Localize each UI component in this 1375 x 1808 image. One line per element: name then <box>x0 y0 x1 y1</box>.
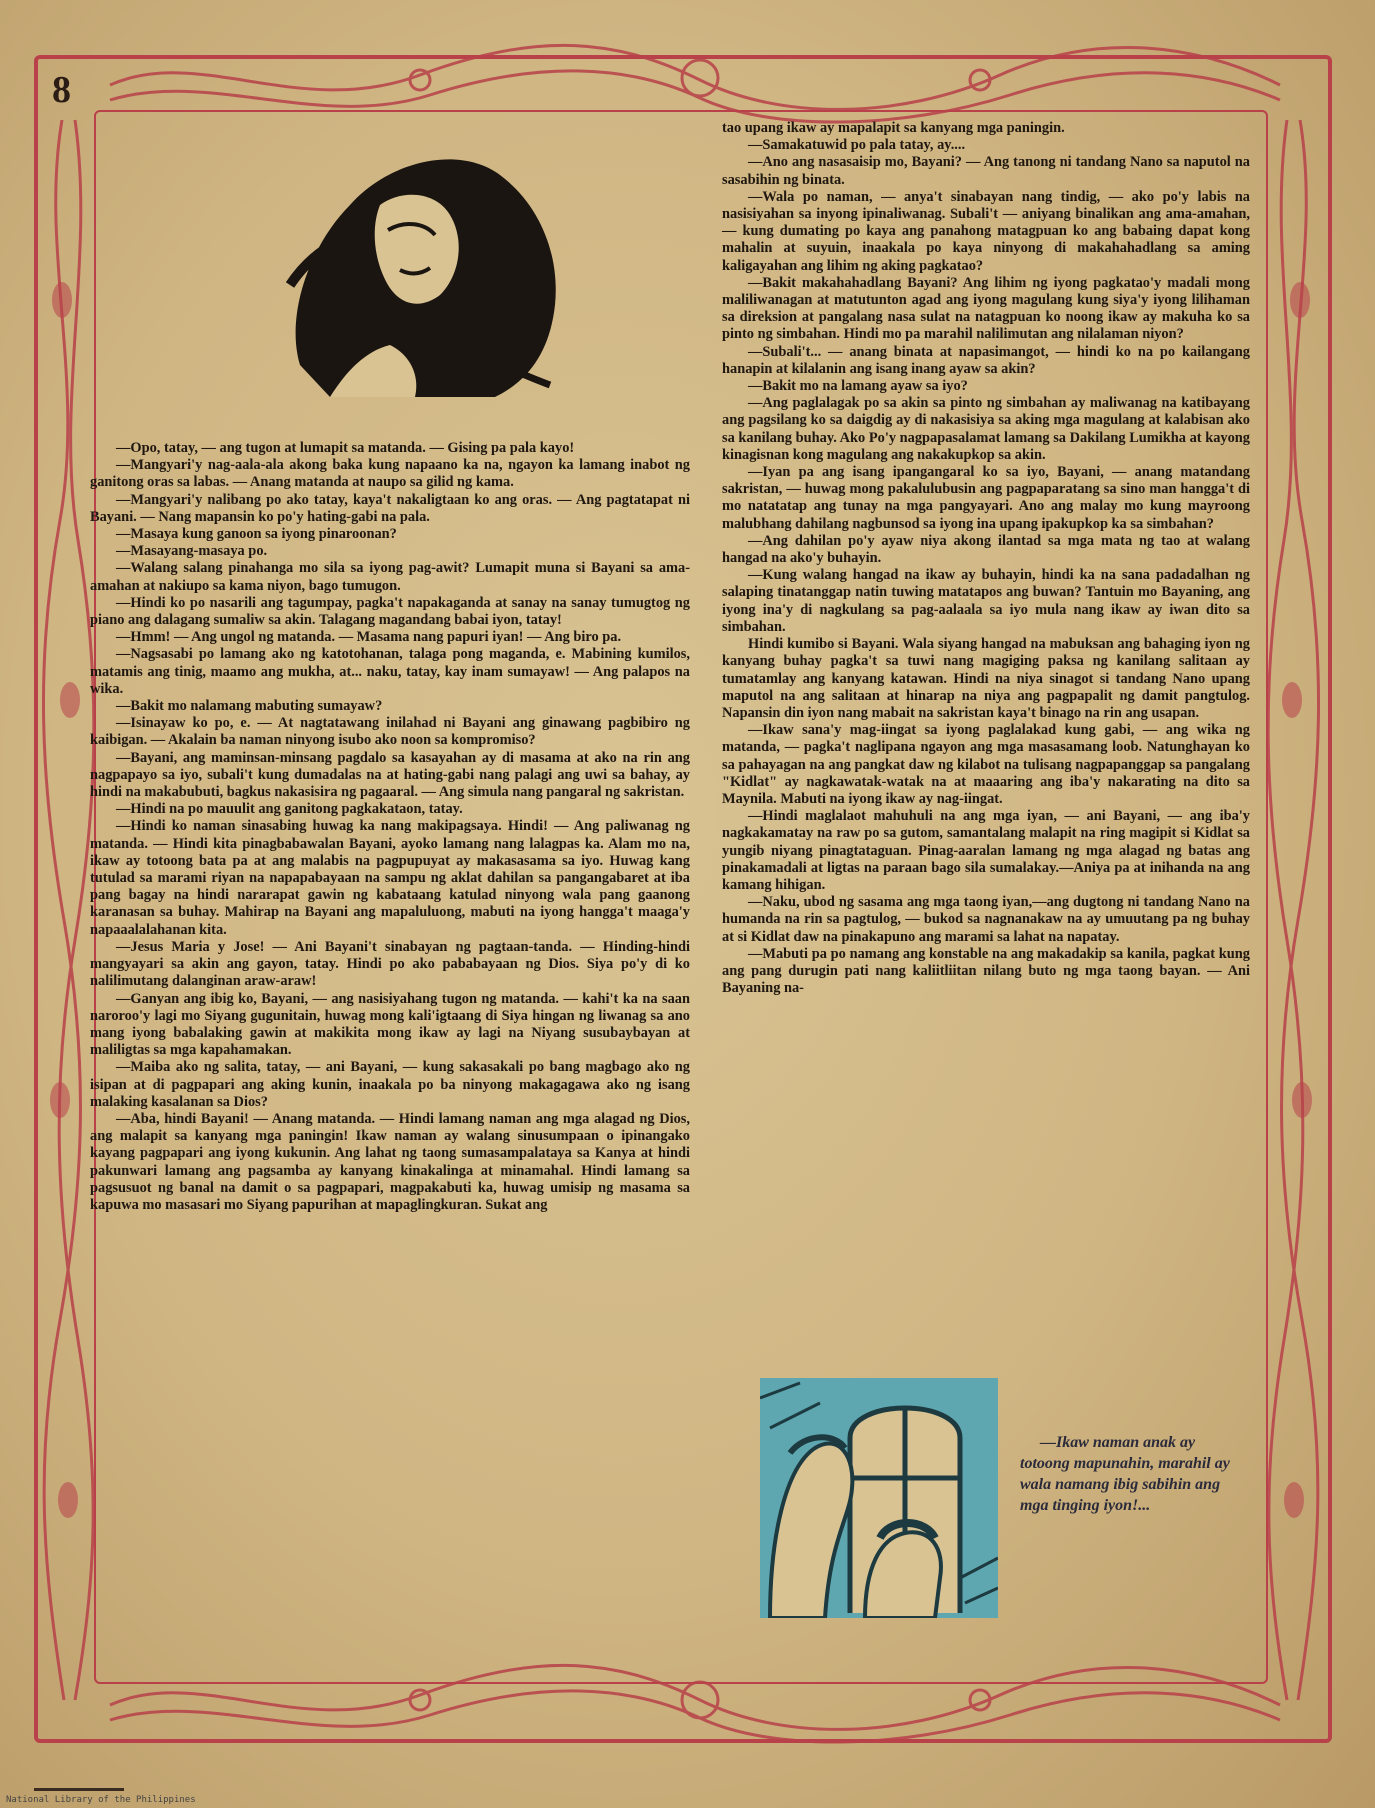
page-number: 8 <box>52 69 71 111</box>
library-watermark: National Library of the Philippines <box>6 1795 196 1805</box>
paragraph: —Hindi ko naman sinasabing huwag ka nang makipagsaya. Hindi! — Ang paliwanag ng matanda. — Hindi kita pinagbabawalan Bayani, ayoko lamang nang lalagpas ka. Alam mo na, ikaw ay totoong bata pa at ang malabis na pagpupuyat ay makasasama sa iyo. Huwag kang tutulad sa marami riyan na napapabayaan na sampu ng aklat dahilan sa pangangabaret at iba pang bagay na hindi nararapat gawin ng kabataang katulad ninyong wala pang gaanong karanasan sa buhay. Mahirap na Bayani ang mapaluluong, mabuti na iyong hangga't maaga'y napaaalalahanan kita. <box>90 818 690 938</box>
paragraph: —Isinayaw ko po, e. — At nagtatawang inilahad ni Bayani ang ginawang pagbibiro ng kaibigan. — Akalain ba naman ninyong isubo ako noon sa kompromiso? <box>90 715 690 749</box>
paragraph: —Jesus Maria y Jose! — Ani Bayani't sinabayan ng pagtaan-tanda. — Hinding-hindi mangyayari sa akin ang gayon, tatay. Hindi po ako pababayaan ng Dios. Siya po'y di ko nalilimutang dalanginan araw-araw! <box>90 938 690 990</box>
paragraph: —Opo, tatay, — ang tugon at lumapit sa matanda. — Gising pa pala kayo! <box>116 440 575 456</box>
paragraph: —Ano ang nasasaisip mo, Bayani? — Ang tanong ni tandang Nano sa naputol na sasabihin ng binata. <box>722 154 1250 188</box>
paragraph: —Kung walang hangad na ikaw ay buhayin, hindi ka na sana padadalhan ng salaping tinatanggap natin tuwing matatapos ang buwan? Tantuin mo Bayaning, ang iyong ina'y di nagkulang sa pag-aalaala sa iyo mula nang ikaw ay iwan dito sa simbahan. <box>722 567 1250 635</box>
paragraph: —Ang dahilan po'y ayaw niya akong ilantad sa mga mata ng tao at walang hangad na ako'y buhayin. <box>722 532 1250 567</box>
paragraph: —Samakatuwid po pala tatay, ay.... <box>748 137 966 154</box>
paragraph: —Walang salang pinahanga mo sila sa iyong pag-awit? Lumapit muna si Bayani sa ama-amahan at nakiupo sa kama niyon, bago tumugon. <box>90 560 690 594</box>
paragraph: —Hindi na po mauulit ang ganitong pagkakataon, tatay. <box>116 801 463 818</box>
left-text-column <box>90 440 690 1214</box>
paragraph: —Mabuti pa po namang ang konstable na ang makadakip sa kanila, pagkat kung ang pang durugin pati nang kaliitliitan nilang buto ng mga taong bayan. — Ani Bayaning na- <box>722 945 1250 997</box>
paragraph: —Bayani, ang maminsan-minsang pagdalo sa kasayahan ay di masama at ako na rin ang nagpapayo sa iyo, subali't kung dumadalas na at hating-gabi nang palagi ang uwi sa bahay, ay hindi na makabubuti, bagkus nakasisira ng pagaaral. — Ang simula nang pangaral ng sakristan. <box>90 749 690 801</box>
paragraph: —Subali't... — anang binata at napasimangot, — hindi ko na po kailangang hanapin at kilalanin ang isang inang ayaw sa akin? <box>722 343 1250 377</box>
couple-illustration <box>270 135 590 410</box>
ink-smear <box>34 1788 124 1791</box>
paragraph: —Mangyari'y nag-aala-ala akong baka kung napaano ka na, ngayon ka lamang inabot ng ganitong oras sa labas. — Anang matanda at naupo sa gilid ng kama. <box>90 457 690 491</box>
paragraph: tao upang ikaw ay mapalapit sa kanyang mga paningin. <box>722 120 1065 136</box>
paragraph: —Mangyari'y nalibang po ako tatay, kaya't nakaligtaan ko ang oras. — Ang pagtatapat ni Bayani. — Nang mapansin ko po'y hating-gabi na pala. <box>90 491 690 525</box>
paragraph: —Hindi ko po nasarili ang tagumpay, pagka't napakaganda at sanay na sanay tumugtog ng piano ang dalagang sumaliw sa akin. Talagang magandang babai iyon, tatay! <box>90 594 690 629</box>
paragraph: —Masaya kung ganoon sa iyong pinaroonan? <box>116 526 397 543</box>
window-scene-illustration <box>760 1378 998 1618</box>
paragraph: —Hmm! — Ang ungol ng matanda. — Masama nang papuri iyan! — Ang biro pa. <box>116 629 622 646</box>
caption-text: —Ikaw naman anak ay totoong mapunahin, marahil ay wala namang ibig sabihin ang mga tinging iyon!... <box>1020 1434 1230 1514</box>
paragraph: —Ang paglalagak po sa akin sa pinto ng simbahan ay maliwanag na katibayang ang pagsilang ko sa daigdig ay di nakasisiya sa aking mga magulang at kalabisan ako sa kanilang buhay. Ako Po'y nagpapasalamat lamang sa Dakilang Lumikha at kayong kinagisnan kong magulang ang nakakupkop sa akin. <box>722 395 1250 463</box>
paragraph: —Bakit makahahadlang Bayani? Ang lihim ng iyong pagkatao'y madali mong maliliwanagan at matutunton agad ang iyong magulang kung siya'y iyong lilihaman sa direksion at pangalang nasa sulat na natagpuan ko noong ikaw ay makuha ko sa pinto ng simbahan. Hindi mo pa marahil nalilimutan ang nilalaman niyon? <box>722 274 1250 343</box>
paragraph: —Bakit mo na lamang ayaw sa iyo? <box>748 378 968 395</box>
paragraph: —Nagsasabi po lamang ako ng katotohanan, talaga pong maganda, e. Mabining kumilos, matamis ang tinig, maamo ang mukha, at... naku, tatay, kay inam sumayaw! — Ang palapos na wika. <box>90 646 690 697</box>
right-text-column <box>722 120 1250 997</box>
paragraph: Hindi kumibo si Bayani. Wala siyang hangad na mabuksan ang bahaging iyon ng kanyang buhay pagka't sa tuwi nang magiging paksa ng kanilang salitaan ay tumatamlay ang kanyang katawan. Hindi na niya sinagot si tandang Nano upang maputol na ang salitaan at hinarap na niya ang pagpapalit ng damit pangtulog. Napansin din iyon nang mabait na sakristan kaya't binago na rin ang usapan. <box>722 636 1250 721</box>
paragraph: —Wala po naman, — anya't sinabayan nang tindig, — ako po'y labis na nasisiyahan sa inyong ipinaliwanag. Subali't — aniyang binalikan ang ama-amahan, — kung dumating po kaya ang panahong matagpuan ko ang babaing dapat kong mahalin at suyuin, inaakala po kaya ninyong di makahahadlang sa aming kaligayahan ang lihim ng aking pagkatao? <box>722 188 1250 274</box>
paragraph: —Ikaw sana'y mag-iingat sa iyong paglalakad kung gabi, — ang wika ng matanda, — pagka't naglipana ngayon ang mga masasamang loob. Natunghayan ko sa pahayagan na ang pangkat daw ng kilabot na tulisang nagpapanggap sa pangalang "Kidlat" ay nagkawatak-watak na at maaaring ang iba'y nakarating na dito sa Maynila. Mabuti na iyong ikaw ay nag-iingat. <box>722 722 1250 807</box>
paragraph: —Hindi maglalaot mahuhuli na ang mga iyan, — ani Bayani, — ang iba'y nagkakamatay na raw po sa gutom, samantalang malapit na ring magipit si Kidlat sa yungib niyang pinagtataguan. Pinag-aaralan lamang ng mga alagad ng batas ang pinakamadali at ligtas na paraan bago sila sumalakay.—Aniya pa at inihanda na ang kamang hihigan. <box>722 808 1250 893</box>
paragraph: —Masayang-masaya po. <box>116 543 268 560</box>
paragraph: —Bakit mo nalamang mabuting sumayaw? <box>116 698 383 715</box>
paragraph: —Ganyan ang ibig ko, Bayani, — ang nasisiyahang tugon ng matanda. — kahi't ka na saan naroroo'y lagi mo Siyang gugunitain, huwag mong kali'igtaang di Siya hingan ng liwanag sa ano mang iyong babalaking gawin at makikita mong ikaw ay lagi na Niyang susubaybayan at maliligtas sa mga kapahamakan. <box>90 990 690 1059</box>
paragraph: —Iyan pa ang isang ipangangaral ko sa iyo, Bayani, — anang matandang sakristan, — huwag mong pakalulubusin ang pagpaparatang sa sino man hangga't di mo natatatap ang tunay na mga pangyayari. Ano ang malay mo kung mayroong malubhang dahilang nagbunsod sa iyong ina upang ipakupkop ka sa simbahan? <box>722 464 1250 532</box>
paragraph: —Naku, ubod ng sasama ang mga taong iyan,—ang dugtong ni tandang Nano na humanda na rin sa pagtulog, — bukod sa nagnanakaw na ay umuutang pa ng buhay at si Kidlat daw na pinakapuno ang marami sa lahat na napatay. <box>722 894 1250 945</box>
illustration-caption <box>1020 1432 1230 1516</box>
paragraph: —Maiba ako ng salita, tatay, — ani Bayani, — kung sakasakali po bang magbago ako ng isipan at di pagpapari ang aking kunin, inaakala po ba ninyong makagagawa ako ng isang malaking kasalanan sa Dios? <box>90 1059 690 1110</box>
paragraph: —Aba, hindi Bayani! — Anang matanda. — Hindi lamang naman ang mga alagad ng Dios, ang malapit sa kanyang mga paningin! Ikaw naman ay walang sinusumpaan o ipinangako kayang pagpapari ang iyong kukunin. Ang lahat ng taong sumasampalataya sa Kanya at hindi pakunwari lamang ang pagsamba ay kanyang kinakalinga at minamahal. Hindi lamang sa pagsusuot ng banal na damit o sa pagpapari, magpakabuti ka, huwag umisip ng masama sa kapuwa mo masasari mo Siyang papurihan at mapaglingkuran. Sukat ang <box>90 1110 690 1213</box>
